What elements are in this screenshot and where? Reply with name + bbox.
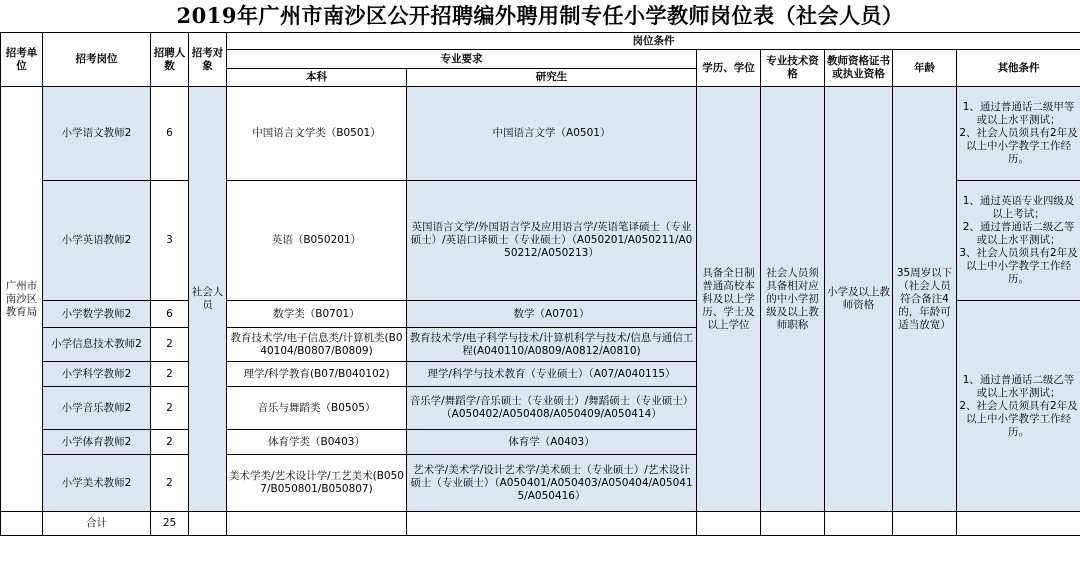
undergrad-cell: 英语（B050201） — [227, 181, 407, 301]
undergrad-cell: 音乐与舞蹈类（B0505） — [227, 387, 407, 430]
education-cell: 具备全日制普通高校本科及以上学历、学士及以上学位 — [697, 87, 761, 512]
other-conditions-cell: 1、通过英语专业四级及以上考试； 2、通过普通话二级乙等或以上水平测试； 3、社会人员须具有2年及以上中小学教学工作经历。 — [957, 181, 1080, 301]
tech-quals-cell: 社会人员须具备相对应的中小学初级及以上教师职称 — [761, 87, 825, 512]
grad-cell: 英国语言文学/外国语言学及应用语言学/英语笔译硕士（专业硕士）/英语口译硕士（专业硕士）（A050201/A050211/A050212/A050213） — [407, 181, 697, 301]
header-major: 专业要求 — [227, 50, 697, 69]
grad-cell: 理学/科学与技术教育（专业硕士）（A07/A040115） — [407, 362, 697, 387]
total-blank — [893, 512, 957, 536]
position-cell: 小学语文教师2 — [43, 87, 151, 181]
position-cell: 小学英语教师2 — [43, 181, 151, 301]
undergrad-cell: 理学/科学教育(B07/B040102) — [227, 362, 407, 387]
total-blank — [407, 512, 697, 536]
target-cell: 社会人员 — [189, 87, 227, 512]
grad-cell: 教育技术学/电子科学与技术/计算机科学与技术/信息与通信工程(A040110/A0809/A0812/A0810) — [407, 328, 697, 362]
grad-cell: 体育学（A0403） — [407, 430, 697, 455]
header-target: 招考对象 — [189, 33, 227, 87]
header-tech-quals: 专业技术资格 — [761, 50, 825, 87]
page-title: 2019年广州市南沙区公开招聘编外聘用制专任小学教师岗位表（社会人员） — [176, 3, 904, 28]
grad-cell: 中国语言文学（A0501） — [407, 87, 697, 181]
count-cell: 6 — [151, 301, 189, 328]
unit-cell: 广州市南沙区教育局 — [1, 87, 43, 512]
other-conditions-cell: 1、通过普通话二级乙等或以上水平测试； 2、社会人员须具有2年及以上中小学教学工作经历。 — [957, 301, 1080, 512]
header-teacher-cert: 教师资格证书或执业资格 — [825, 50, 893, 87]
total-blank — [189, 512, 227, 536]
grad-cell: 音乐学/舞蹈学/音乐硕士（专业硕士）/舞蹈硕士（专业硕士）（A050402/A050408/A050409/A050414） — [407, 387, 697, 430]
position-cell: 小学体育教师2 — [43, 430, 151, 455]
total-blank — [697, 512, 761, 536]
header-undergrad: 本科 — [227, 69, 407, 87]
count-cell: 2 — [151, 430, 189, 455]
header-count: 招聘人数 — [151, 33, 189, 87]
count-cell: 3 — [151, 181, 189, 301]
undergrad-cell: 美术学类/艺术设计学/工艺美术(B0507/B050801/B050807) — [227, 455, 407, 512]
age-cell: 35周岁以下（社会人员符合备注4的，年龄可适当放宽） — [893, 87, 957, 512]
total-blank — [825, 512, 893, 536]
count-cell: 2 — [151, 362, 189, 387]
grad-cell: 数学（A0701） — [407, 301, 697, 328]
other-conditions-cell: 1、通过普通话二级甲等或以上水平测试； 2、社会人员须具有2年及以上中小学教学工作经历。 — [957, 87, 1080, 181]
header-education: 学历、学位 — [697, 50, 761, 87]
total-blank — [227, 512, 407, 536]
position-cell: 小学美术教师2 — [43, 455, 151, 512]
total-blank — [1, 512, 43, 536]
header-unit: 招考单位 — [1, 33, 43, 87]
position-cell: 小学数学教师2 — [43, 301, 151, 328]
undergrad-cell: 体育学类（B0403） — [227, 430, 407, 455]
grad-cell: 艺术学/美术学/设计艺术学/美术硕士（专业硕士）/艺术设计硕士（专业硕士）（A050401/A050403/A050404/A050415/A050416） — [407, 455, 697, 512]
undergrad-cell: 数学类（B0701） — [227, 301, 407, 328]
positions-table — [0, 32, 1080, 536]
undergrad-cell: 教育技术学/电子信息类/计算机类(B040104/B0807/B0809) — [227, 328, 407, 362]
position-cell: 小学音乐教师2 — [43, 387, 151, 430]
position-cell: 小学科学教师2 — [43, 362, 151, 387]
header-age: 年龄 — [893, 50, 957, 87]
header-conditions: 岗位条件 — [227, 33, 1080, 50]
undergrad-cell: 中国语言文学类（B0501） — [227, 87, 407, 181]
count-cell: 2 — [151, 328, 189, 362]
header-grad: 研究生 — [407, 69, 697, 87]
total-blank — [957, 512, 1080, 536]
count-cell: 6 — [151, 87, 189, 181]
total-blank — [761, 512, 825, 536]
count-cell: 2 — [151, 455, 189, 512]
total-label: 合计 — [43, 512, 151, 536]
header-other: 其他条件 — [957, 50, 1080, 87]
header-position: 招考岗位 — [43, 33, 151, 87]
total-count: 25 — [151, 512, 189, 536]
teacher-cert-cell: 小学及以上教师资格 — [825, 87, 893, 512]
count-cell: 2 — [151, 387, 189, 430]
position-cell: 小学信息技术教师2 — [43, 328, 151, 362]
